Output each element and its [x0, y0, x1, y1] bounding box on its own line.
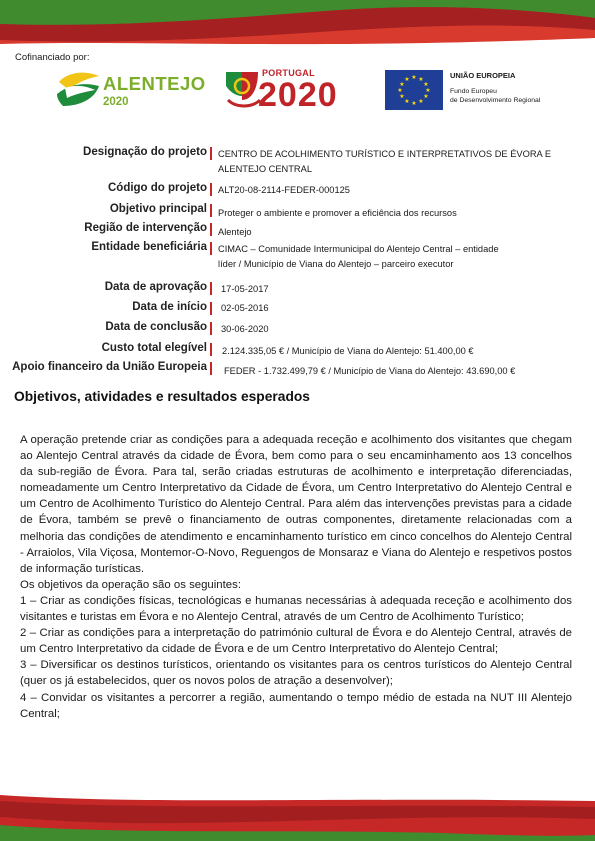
label-divider	[210, 302, 212, 315]
aprovacao-label: Data de aprovação	[104, 281, 207, 293]
entidade-label: Entidade beneficiária	[91, 241, 207, 253]
alentejo-logo-word: ALENTEJO	[103, 73, 206, 94]
intro-paragraph: A operação pretende criar as condições para a adequada receção e acolhimento dos visitantes que chegam ao Alentejo Central através da cidade de Évora, bem como para o seu encaminhamento aos 13 concelhos da sub-região de Évora. Para tal, serão criadas estruturas de acolhimento e interpretação diferenciadas, nomeadamente um Centro Interpretativo da Cidade de Évora, um Centro Interpretativo do Alentejo Central e um Centro de Acolhimento Turístico do Alentejo Central. Para além das intervenções previstas para a cidade de Évora, também se prevê o financiamento de outras componentes, diretamente relacionadas com a melhoria das condições de atendimento e encaminhamento turístico em cinco concelhos do Alentejo Central - Arraiolos, Vila Viçosa, Montemor-O-Novo, Reguengos de Monsaraz e Viana do Alentejo e respetivos postos de informação turísticas.	[20, 434, 572, 575]
svg-text:★: ★	[423, 93, 429, 100]
objective-item-3: 3 – Diversificar os destinos turísticos, orientando os visitantes para os centros turísticos do Alentejo Central (quer os já estabelecidos, quer os novos polos de atração a desenvolver);	[20, 659, 572, 688]
svg-text:★: ★	[399, 93, 405, 100]
svg-text:★: ★	[404, 98, 410, 105]
entidade-line2: líder / Município de Viana do Alentejo – parceiro executor	[218, 259, 454, 269]
cofinanced-label: Cofinanciado por:	[15, 52, 90, 63]
designacao-line2: ALENTEJO CENTRAL	[218, 164, 313, 174]
portugal-logo-year: 2020	[258, 76, 338, 114]
entidade-line1: CIMAC – Comunidade Intermunicipal do Alentejo Central – entidade	[218, 244, 499, 254]
apoio-label: Apoio financeiro da União Europeia	[12, 361, 207, 373]
aprovacao-value: 17-05-2017	[221, 284, 269, 294]
apoio-value: FEDER - 1.732.499,79 € / Município de Viana do Alentejo: 43.690,00 €	[224, 366, 516, 376]
svg-text:★: ★	[397, 87, 403, 94]
objetivo-label: Objetivo principal	[109, 203, 207, 215]
section-title: Objetivos, atividades e resultados esperados	[14, 389, 310, 404]
objetivo-value: Proteger o ambiente e promover a eficiência dos recursos	[218, 208, 457, 218]
regiao-value: Alentejo	[218, 227, 252, 237]
conclusao-value: 30-06-2020	[221, 324, 269, 334]
svg-text:★: ★	[411, 100, 417, 107]
label-divider	[210, 183, 212, 196]
section-body	[20, 432, 572, 722]
conclusao-label: Data de conclusão	[105, 321, 207, 333]
svg-text:★: ★	[404, 76, 410, 83]
codigo-value: ALT20-08-2114-FEDER-000125	[218, 185, 350, 195]
inicio-label: Data de início	[132, 301, 207, 313]
eu-flag-icon	[385, 70, 443, 110]
eu-logo-title: UNIÃO EUROPEIA	[450, 71, 516, 80]
svg-text:★: ★	[423, 81, 429, 88]
designacao-value	[218, 147, 573, 177]
label-divider	[210, 322, 212, 335]
regiao-label: Região de intervenção	[84, 222, 207, 234]
label-divider	[210, 362, 212, 375]
eu-fund-line1: Fundo Europeu	[450, 88, 497, 95]
custo-label: Custo total elegível	[101, 342, 207, 354]
designacao-label: Designação do projeto	[83, 146, 207, 158]
objectives-intro: Os objetivos da operação são os seguintes:	[20, 578, 241, 591]
designacao-line1: CENTRO DE ACOLHIMENTO TURÍSTICO E INTERPRETATIVOS DE ÉVORA E	[218, 149, 552, 159]
top-decorative-band	[0, 0, 595, 48]
label-divider	[210, 343, 212, 356]
svg-text:★: ★	[399, 81, 405, 88]
label-divider	[210, 223, 212, 236]
svg-text:★: ★	[418, 76, 424, 83]
inicio-value: 02-05-2016	[221, 303, 269, 313]
alentejo-logo-year: 2020	[103, 96, 129, 108]
svg-text:★: ★	[411, 74, 417, 81]
svg-text:★: ★	[418, 98, 424, 105]
objective-item-4: 4 – Convidar os visitantes a percorrer a região, aumentando o tempo médio de estada na NUT III Alentejo Central;	[20, 691, 572, 720]
label-divider	[210, 147, 212, 160]
codigo-label: Código do projeto	[107, 182, 207, 194]
entidade-value	[218, 242, 573, 272]
objective-item-2: 2 – Criar as condições para a interpretação do património cultural de Évora e do Alentejo Central, através de um Centro Interpretativo da cidade de Évora e de um Centro Interpretativo do Alentejo Central;	[20, 627, 572, 656]
custo-value: 2.124.335,05 € / Município de Viana do Alentejo: 51.400,00 €	[222, 346, 474, 356]
portugal-logo-word: PORTUGAL	[262, 68, 315, 78]
objective-item-1: 1 – Criar as condições físicas, tecnológicas e humanas necessárias à adequada receção e acolhimento dos visitantes e turistas em Évora e no Alentejo Central, através de um Centro de Acolhimento Turístico;	[20, 594, 572, 624]
label-divider	[210, 242, 212, 255]
bottom-decorative-band	[0, 795, 595, 841]
label-divider	[210, 204, 212, 217]
eu-fund-line2: de Desenvolvimento Regional	[450, 97, 541, 104]
svg-text:★: ★	[425, 87, 431, 94]
label-divider	[210, 282, 212, 295]
